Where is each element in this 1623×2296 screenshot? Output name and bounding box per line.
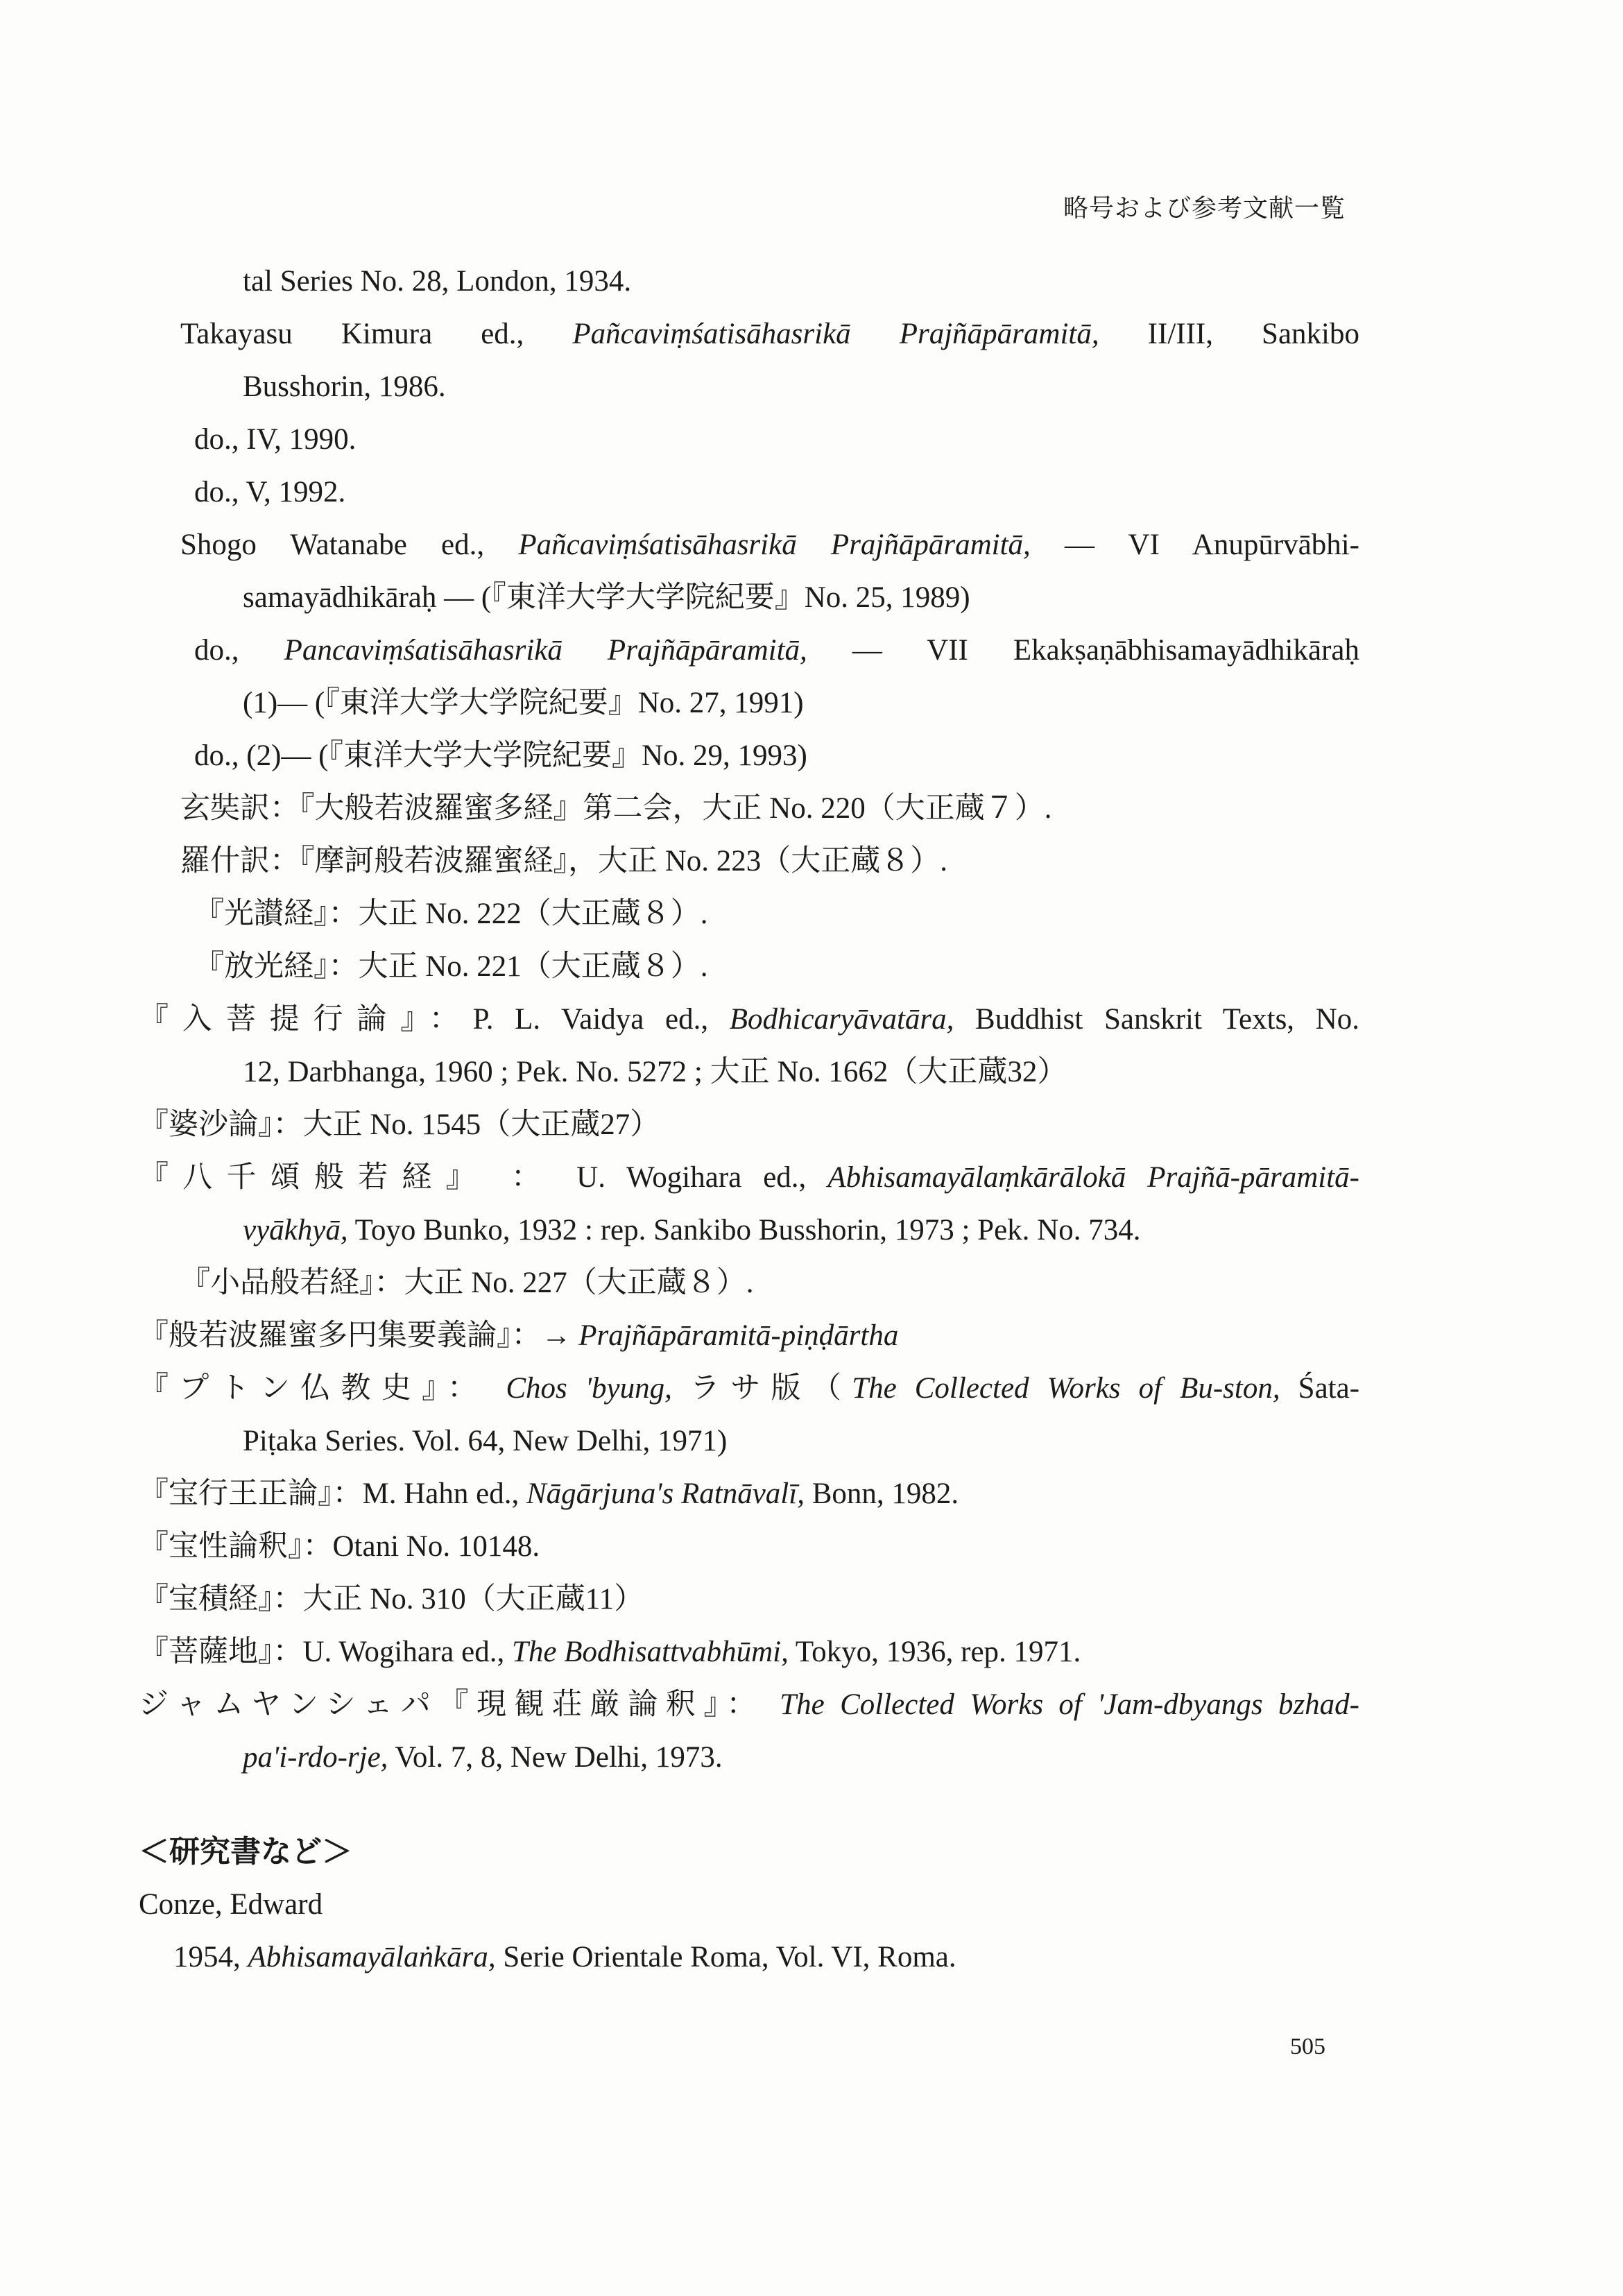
text-run: 『プトン仏教史』： (139, 1372, 506, 1405)
bibliography-entry (139, 1257, 1373, 1310)
entry-line (139, 1257, 1373, 1310)
text-run: Serie Orientale Roma, Vol. VI, Roma. (495, 1941, 956, 1973)
section-heading: ＜研究書など＞ (139, 1834, 352, 1869)
text-run: ジャムヤンシェパ『現観荘厳論釈』： (139, 1688, 780, 1721)
page-body (139, 255, 1373, 1984)
entry-line (139, 941, 1373, 993)
bibliography-entry (139, 413, 1373, 466)
bibliography-entry (139, 308, 1373, 413)
entry-line (139, 782, 1373, 835)
entry-line (139, 624, 1359, 677)
bibliography-entry (139, 1626, 1373, 1679)
italic-title: Nāgārjuna's Ratnāvalī, (526, 1477, 805, 1510)
italic-title: Pañcaviṃśatisāhasrikā Prajñāpāramitā, (572, 318, 1099, 350)
bibliography-entry (139, 1573, 1373, 1626)
entry-line (139, 1731, 1373, 1784)
text-run: Toyo Bunko, 1932 : rep. Sankibo Busshorin, 1973 ; Pek. No. 734. (347, 1214, 1141, 1246)
italic-title: vyākhyā, (243, 1214, 348, 1246)
text-run: do., IV, 1990. (194, 423, 357, 456)
text-run: 1954, (173, 1941, 248, 1973)
text-run: (1)— (『東洋大学大学院紀要』No. 27, 1991) (243, 687, 804, 719)
text-run: 『婆沙論』：大正 No. 1545（大正蔵27） (139, 1108, 660, 1141)
text-run: 羅什訳：『摩訶般若波羅蜜経』，大正 No. 223（大正蔵８）. (180, 845, 948, 877)
bibliography-entry (139, 624, 1373, 730)
italic-title: Abhisamayālaṃkārālokā Prajñā-pāramitā- (827, 1161, 1359, 1194)
text-run: 『般若波羅蜜多円集要義論』：→ (139, 1319, 579, 1352)
text-run: Busshorin, 1986. (243, 370, 446, 403)
italic-title: pa'i-rdo-rje, (243, 1741, 388, 1774)
bibliography-entry (139, 1679, 1373, 1784)
page-number: 505 (1290, 2034, 1325, 2059)
entry-line (139, 1468, 1373, 1520)
work-entry (139, 1931, 1373, 1984)
bibliography-entry (139, 1520, 1373, 1573)
text-run: do., (2)— (『東洋大学大学院紀要』No. 29, 1993) (194, 739, 807, 772)
text-run: II/III, Sankibo (1099, 318, 1359, 350)
entry-line (139, 466, 1373, 519)
running-header: 略号および参考文献一覧 (1063, 194, 1346, 222)
bibliography-entry (139, 1310, 1373, 1362)
bibliography-entry (139, 255, 1373, 308)
bibliography-entry (139, 1151, 1373, 1257)
text-run: 『放光経』：大正 No. 221（大正蔵８）. (194, 950, 708, 983)
text-run: 『小品般若経』：大正 No. 227（大正蔵８）. (180, 1267, 754, 1299)
text-run: Buddhist Sanskrit Texts, No. (954, 1003, 1359, 1036)
bibliography-entry (139, 1099, 1373, 1151)
italic-title: Prajñāpāramitā-piṇḍārtha (578, 1319, 899, 1352)
bibliography-entry (139, 466, 1373, 519)
italic-title: Bodhicaryāvatāra, (729, 1003, 954, 1036)
text-run: Śata- (1280, 1372, 1360, 1405)
text-run: — VII Ekakṣaṇābhisamayādhikāraḥ (807, 634, 1359, 667)
entry-line (139, 308, 1359, 361)
italic-title: The Collected Works of 'Jam-dbyangs bzhad- (780, 1688, 1359, 1721)
text-run: Tokyo, 1936, rep. 1971. (788, 1636, 1081, 1668)
author-name: Conze, Edward (139, 1888, 323, 1921)
entry-line (139, 1151, 1359, 1204)
text-run: 『入菩提行論』：P. L. Vaidya ed., (139, 1003, 730, 1036)
text-run: 玄奘訳：『大般若波羅蜜多経』第二会，大正 No. 220（大正蔵７）. (180, 792, 1052, 825)
bibliography-entry (139, 941, 1373, 993)
entry-line (139, 835, 1373, 888)
entry-line (139, 730, 1373, 782)
bibliography-entry (139, 835, 1373, 888)
italic-title: Abhisamayālaṅkāra, (248, 1941, 496, 1973)
entry-line (139, 1362, 1359, 1415)
entry-line (139, 1679, 1359, 1731)
text-run: Shogo Watanabe ed., (180, 529, 519, 561)
italic-title: The Bodhisattvabhūmi, (511, 1636, 789, 1668)
entry-line (139, 993, 1359, 1046)
entry-line (139, 888, 1373, 941)
bibliography-entry (139, 519, 1373, 624)
entry-line (139, 1046, 1373, 1099)
entry-line (139, 572, 1373, 624)
entry-line (139, 361, 1373, 413)
text-run: 『宝積経』：大正 No. 310（大正蔵11） (139, 1583, 644, 1616)
text-run: do., V, 1992. (194, 476, 346, 508)
bibliography-entry (139, 888, 1373, 941)
bibliography-entry (139, 993, 1373, 1099)
text-run: 『八千頌般若経』 ： U. Wogihara ed., (139, 1161, 828, 1194)
text-run: do., (194, 634, 284, 667)
bibliography-entry (139, 782, 1373, 835)
bibliography-entry (139, 730, 1373, 782)
entry-line (139, 1573, 1373, 1626)
italic-title: The Collected Works of Bu-ston, (852, 1372, 1280, 1405)
italic-title: Chos 'byung, (506, 1372, 672, 1405)
entry-line (139, 1415, 1373, 1468)
text-run: ラサ版（ (671, 1372, 852, 1405)
text-run: 12, Darbhanga, 1960 ; Pek. No. 5272 ; 大正 No. 1662（大正蔵32） (243, 1056, 1067, 1088)
text-run: Piṭaka Series. Vol. 64, New Delhi, 1971) (243, 1425, 728, 1457)
text-run: samayādhikāraḥ — (『東洋大学大学院紀要』No. 25, 1989) (243, 581, 970, 614)
entry-line (139, 255, 1373, 308)
italic-title: Pañcaviṃśatisāhasrikā Prajñāpāramitā, (518, 529, 1031, 561)
text-run: 『宝行王正論』：M. Hahn ed., (139, 1477, 526, 1510)
text-run: — VI Anupūrvābhi- (1030, 529, 1359, 561)
entry-line (139, 519, 1359, 572)
text-run: 『光讃経』：大正 No. 222（大正蔵８）. (194, 898, 708, 930)
entry-line (139, 1204, 1373, 1257)
entry-line (139, 413, 1373, 466)
entry-line (139, 1310, 1373, 1362)
entry-line (139, 1626, 1373, 1679)
text-run: Takayasu Kimura ed., (180, 318, 573, 350)
entry-line (139, 1099, 1373, 1151)
text-run: 『菩薩地』：U. Wogihara ed., (139, 1636, 512, 1668)
bibliography-entry (139, 1468, 1373, 1520)
text-run: tal Series No. 28, London, 1934. (243, 265, 632, 298)
text-run: 『宝性論釈』：Otani No. 10148. (139, 1530, 540, 1563)
italic-title: Pancaviṃśatisāhasrikā Prajñāpāramitā, (284, 634, 807, 667)
text-run: Vol. 7, 8, New Delhi, 1973. (388, 1741, 723, 1774)
entry-line (139, 1520, 1373, 1573)
bibliography-entry (139, 1362, 1373, 1468)
text-run: Bonn, 1982. (804, 1477, 959, 1510)
entry-line (139, 677, 1373, 730)
